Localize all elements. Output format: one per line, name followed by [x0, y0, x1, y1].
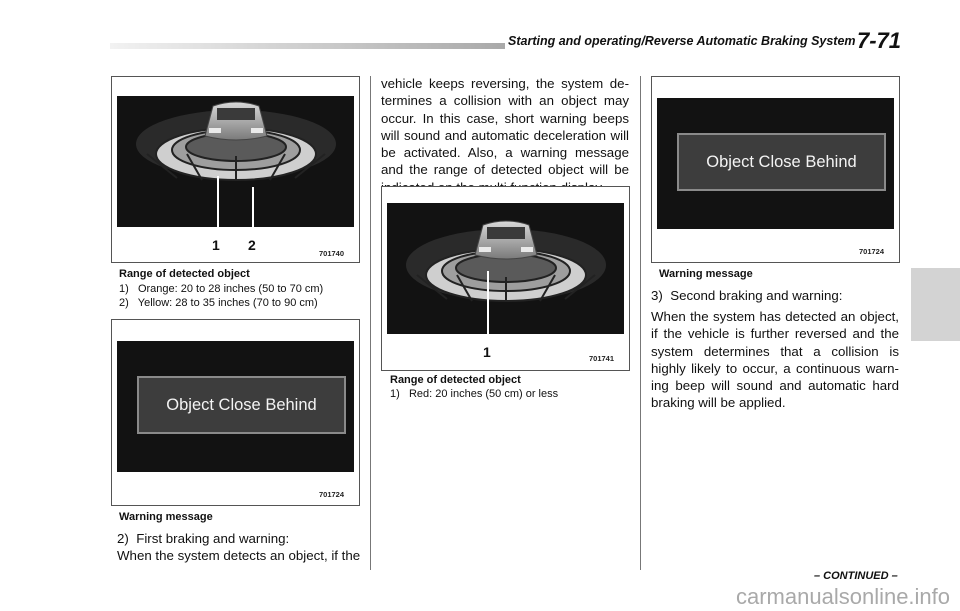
- display-screen: [117, 96, 354, 227]
- display-screen: [117, 341, 354, 472]
- warning-message-text: Object Close Behind: [706, 152, 857, 171]
- figure-caption: Range of detected object: [390, 374, 521, 386]
- paragraph-line: When the system has detected an object,: [651, 309, 899, 324]
- figure-code: 701724: [319, 490, 345, 499]
- callout-line-1: [487, 271, 489, 343]
- column-divider: [370, 76, 371, 570]
- paragraph-line: vehicle keeps reversing, the system de-: [381, 76, 629, 91]
- page-number: 7-71: [857, 28, 902, 53]
- callout-line-1: [217, 176, 219, 239]
- figure-caption: Range of detected object: [119, 268, 250, 280]
- section-heading: 3) Second braking and warning:: [651, 288, 843, 303]
- continued-marker: – CONTINUED –: [814, 570, 898, 582]
- paragraph: [651, 308, 899, 412]
- caption-item: 2) Yellow: 28 to 35 inches (70 to 90 cm): [119, 297, 318, 309]
- range-diagram: [117, 96, 354, 227]
- paragraph-line: system determines that a collision is: [651, 343, 899, 359]
- caption-item: 1) Red: 20 inches (50 cm) or less: [390, 388, 559, 400]
- figure-caption: Warning message: [119, 511, 213, 523]
- figure-code: 701741: [589, 354, 615, 363]
- warning-message-box: [677, 133, 886, 191]
- section-title: Starting and operating/Reverse Automatic Braking System: [508, 34, 856, 48]
- warning-figure-1: [111, 319, 360, 506]
- display-screen: [657, 98, 894, 229]
- paragraph-line: ing beep will sound and automatic hard: [651, 378, 899, 394]
- warning-figure-2: [651, 76, 900, 263]
- column-divider: [640, 76, 641, 570]
- paragraph-line: be activated. Also, a warning message: [381, 145, 629, 161]
- callout-2: 2: [248, 237, 256, 253]
- figure-code: 701724: [859, 247, 885, 256]
- warning-message-text: Object Close Behind: [166, 395, 317, 414]
- warning-message-box: [137, 376, 346, 434]
- figure-code: 701740: [319, 249, 345, 258]
- paragraph-line: braking will be applied.: [651, 395, 786, 411]
- paragraph-line: and the range of detected object will be: [381, 162, 629, 178]
- paragraph-line: occur. In this case, short warning beeps: [381, 110, 629, 126]
- paragraph-line: When the system detects an object, if the: [117, 548, 361, 563]
- callout-1: 1: [212, 237, 220, 253]
- range-figure-2: [381, 186, 630, 371]
- paragraph-line: highly likely to occur, a continuous warn-: [651, 360, 899, 376]
- caption-item: 1) Orange: 20 to 28 inches (50 to 70 cm): [119, 283, 324, 295]
- callout-line-2: [252, 187, 254, 239]
- paragraph-line: will sound and automatic deceleration will: [381, 127, 629, 143]
- section-heading: 2) First braking and warning:: [117, 531, 290, 546]
- header-rule: [110, 43, 505, 49]
- range-diagram: [387, 203, 624, 334]
- chapter-tab: [911, 268, 960, 341]
- range-figure-1: [111, 76, 360, 263]
- figure-caption: Warning message: [659, 268, 753, 280]
- callout-1: 1: [483, 344, 491, 360]
- paragraph-line: termines a collision with an object may: [381, 93, 629, 109]
- display-screen: [387, 203, 624, 334]
- paragraph: [381, 75, 629, 196]
- paragraph-line: if the vehicle is further reversed and the: [651, 326, 899, 342]
- watermark: carmanualsonline.info: [736, 584, 951, 609]
